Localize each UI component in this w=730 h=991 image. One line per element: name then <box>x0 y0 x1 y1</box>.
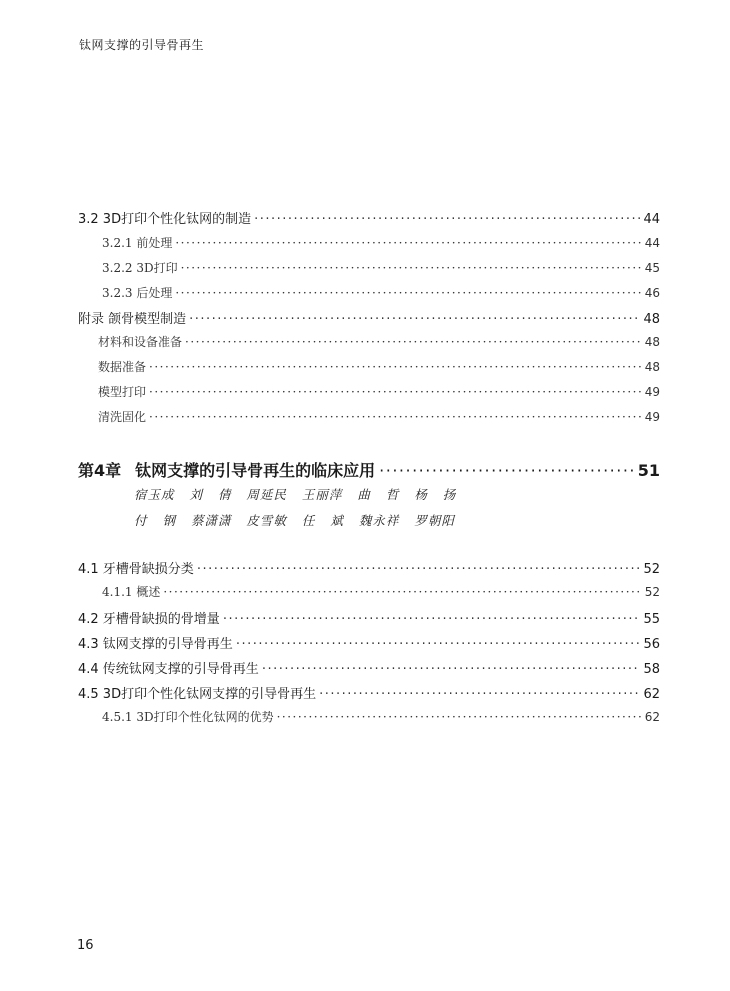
dot-leader <box>189 312 640 327</box>
dot-leader <box>175 236 641 250</box>
toc-entry-4-2[interactable] <box>78 608 660 627</box>
toc-chapter-4-heading[interactable] <box>78 458 660 481</box>
chapter-number: 第4章 <box>78 461 122 480</box>
toc-entry-appendix[interactable] <box>78 308 660 327</box>
toc-entry-4-1-1[interactable] <box>78 583 660 600</box>
dot-leader <box>197 562 641 577</box>
toc-entry-label: 3.2.1 前处理 <box>102 236 173 250</box>
dot-leader <box>379 461 634 480</box>
page-number: 16 <box>77 938 94 953</box>
toc-entry-4-5-1[interactable] <box>78 708 660 725</box>
toc-entry-3-2[interactable] <box>78 208 660 227</box>
toc-entry-appendix-1[interactable] <box>78 333 660 350</box>
toc-entry-label: 3.2.3 后处理 <box>102 286 173 300</box>
toc-entry-page: 62 <box>643 687 660 702</box>
toc-entry-page: 49 <box>644 410 660 424</box>
toc-entry-page: 52 <box>643 562 660 577</box>
toc-entry-label: 4.3 钛网支撑的引导骨再生 <box>78 637 233 652</box>
toc-entry-appendix-3[interactable] <box>78 383 660 400</box>
chapter-authors-line-2: 付 钢 蔡潇潇 皮雪敏 任 斌 魏永祥 罗朝阳 <box>134 513 455 528</box>
dot-leader <box>277 710 642 724</box>
toc-entry-3-2-2[interactable] <box>78 259 660 276</box>
toc-entry-4-1[interactable] <box>78 558 660 577</box>
toc-entry-page: 48 <box>644 335 660 349</box>
toc-entry-label: 材料和设备准备 <box>98 335 183 349</box>
chapter-title: 钛网支撑的引导骨再生的临床应用 <box>135 461 376 480</box>
toc-entry-label: 4.5 3D打印个性化钛网支撑的引导骨再生 <box>78 687 317 702</box>
toc-entry-label: 清洗固化 <box>98 410 147 424</box>
dot-leader <box>149 385 642 399</box>
toc-entry-page: 49 <box>644 385 660 399</box>
chapter-heading-label <box>78 458 375 481</box>
toc-entry-3-2-1[interactable] <box>78 234 660 251</box>
toc-entry-4-4[interactable] <box>78 658 660 677</box>
dot-leader <box>163 585 641 599</box>
dot-leader <box>254 212 640 227</box>
toc-entry-page: 55 <box>643 612 660 627</box>
toc-entry-4-5[interactable] <box>78 683 660 702</box>
dot-leader <box>262 662 641 677</box>
toc-entry-page: 62 <box>644 710 660 724</box>
toc-entry-label: 附录 颌骨模型制造 <box>78 312 187 327</box>
toc-entry-page: 56 <box>643 637 660 652</box>
dot-leader <box>223 612 641 627</box>
toc-entry-page: 58 <box>643 662 660 677</box>
toc-entry-label: 数据准备 <box>98 360 147 374</box>
dot-leader <box>185 335 642 349</box>
toc-entry-page: 45 <box>644 261 660 275</box>
toc-entry-label: 3.2.2 3D打印 <box>102 261 178 275</box>
chapter-authors-line-1: 宿玉成 刘 倩 周延民 王丽萍 曲 哲 杨 扬 <box>134 487 457 502</box>
toc-entry-page: 48 <box>644 360 660 374</box>
toc-entry-page: 44 <box>644 236 660 250</box>
toc-entry-label: 4.2 牙槽骨缺损的骨增量 <box>78 612 220 627</box>
dot-leader <box>181 261 642 275</box>
toc-entry-label: 模型打印 <box>98 385 147 399</box>
toc-entry-page: 52 <box>644 585 660 599</box>
toc-entry-label: 4.1.1 概述 <box>102 585 161 599</box>
dot-leader <box>149 360 642 374</box>
dot-leader <box>175 286 641 300</box>
chapter-page: 51 <box>637 461 660 480</box>
dot-leader <box>236 637 641 652</box>
toc-entry-page: 44 <box>643 212 660 227</box>
dot-leader <box>319 687 640 702</box>
running-header: 钛网支撑的引导骨再生 <box>79 38 205 52</box>
toc-entry-page: 48 <box>643 312 660 327</box>
toc-entry-3-2-3[interactable] <box>78 284 660 301</box>
toc-entry-4-3[interactable] <box>78 633 660 652</box>
toc-entry-page: 46 <box>644 286 660 300</box>
toc-entry-label: 4.4 传统钛网支撑的引导骨再生 <box>78 662 259 677</box>
toc-entry-label: 4.5.1 3D打印个性化钛网的优势 <box>102 710 274 724</box>
toc-entry-label: 4.1 牙槽骨缺损分类 <box>78 562 194 577</box>
toc-entry-label: 3.2 3D打印个性化钛网的制造 <box>78 212 252 227</box>
toc-entry-appendix-2[interactable] <box>78 358 660 375</box>
toc-entry-appendix-4[interactable] <box>78 408 660 425</box>
dot-leader <box>149 410 642 424</box>
